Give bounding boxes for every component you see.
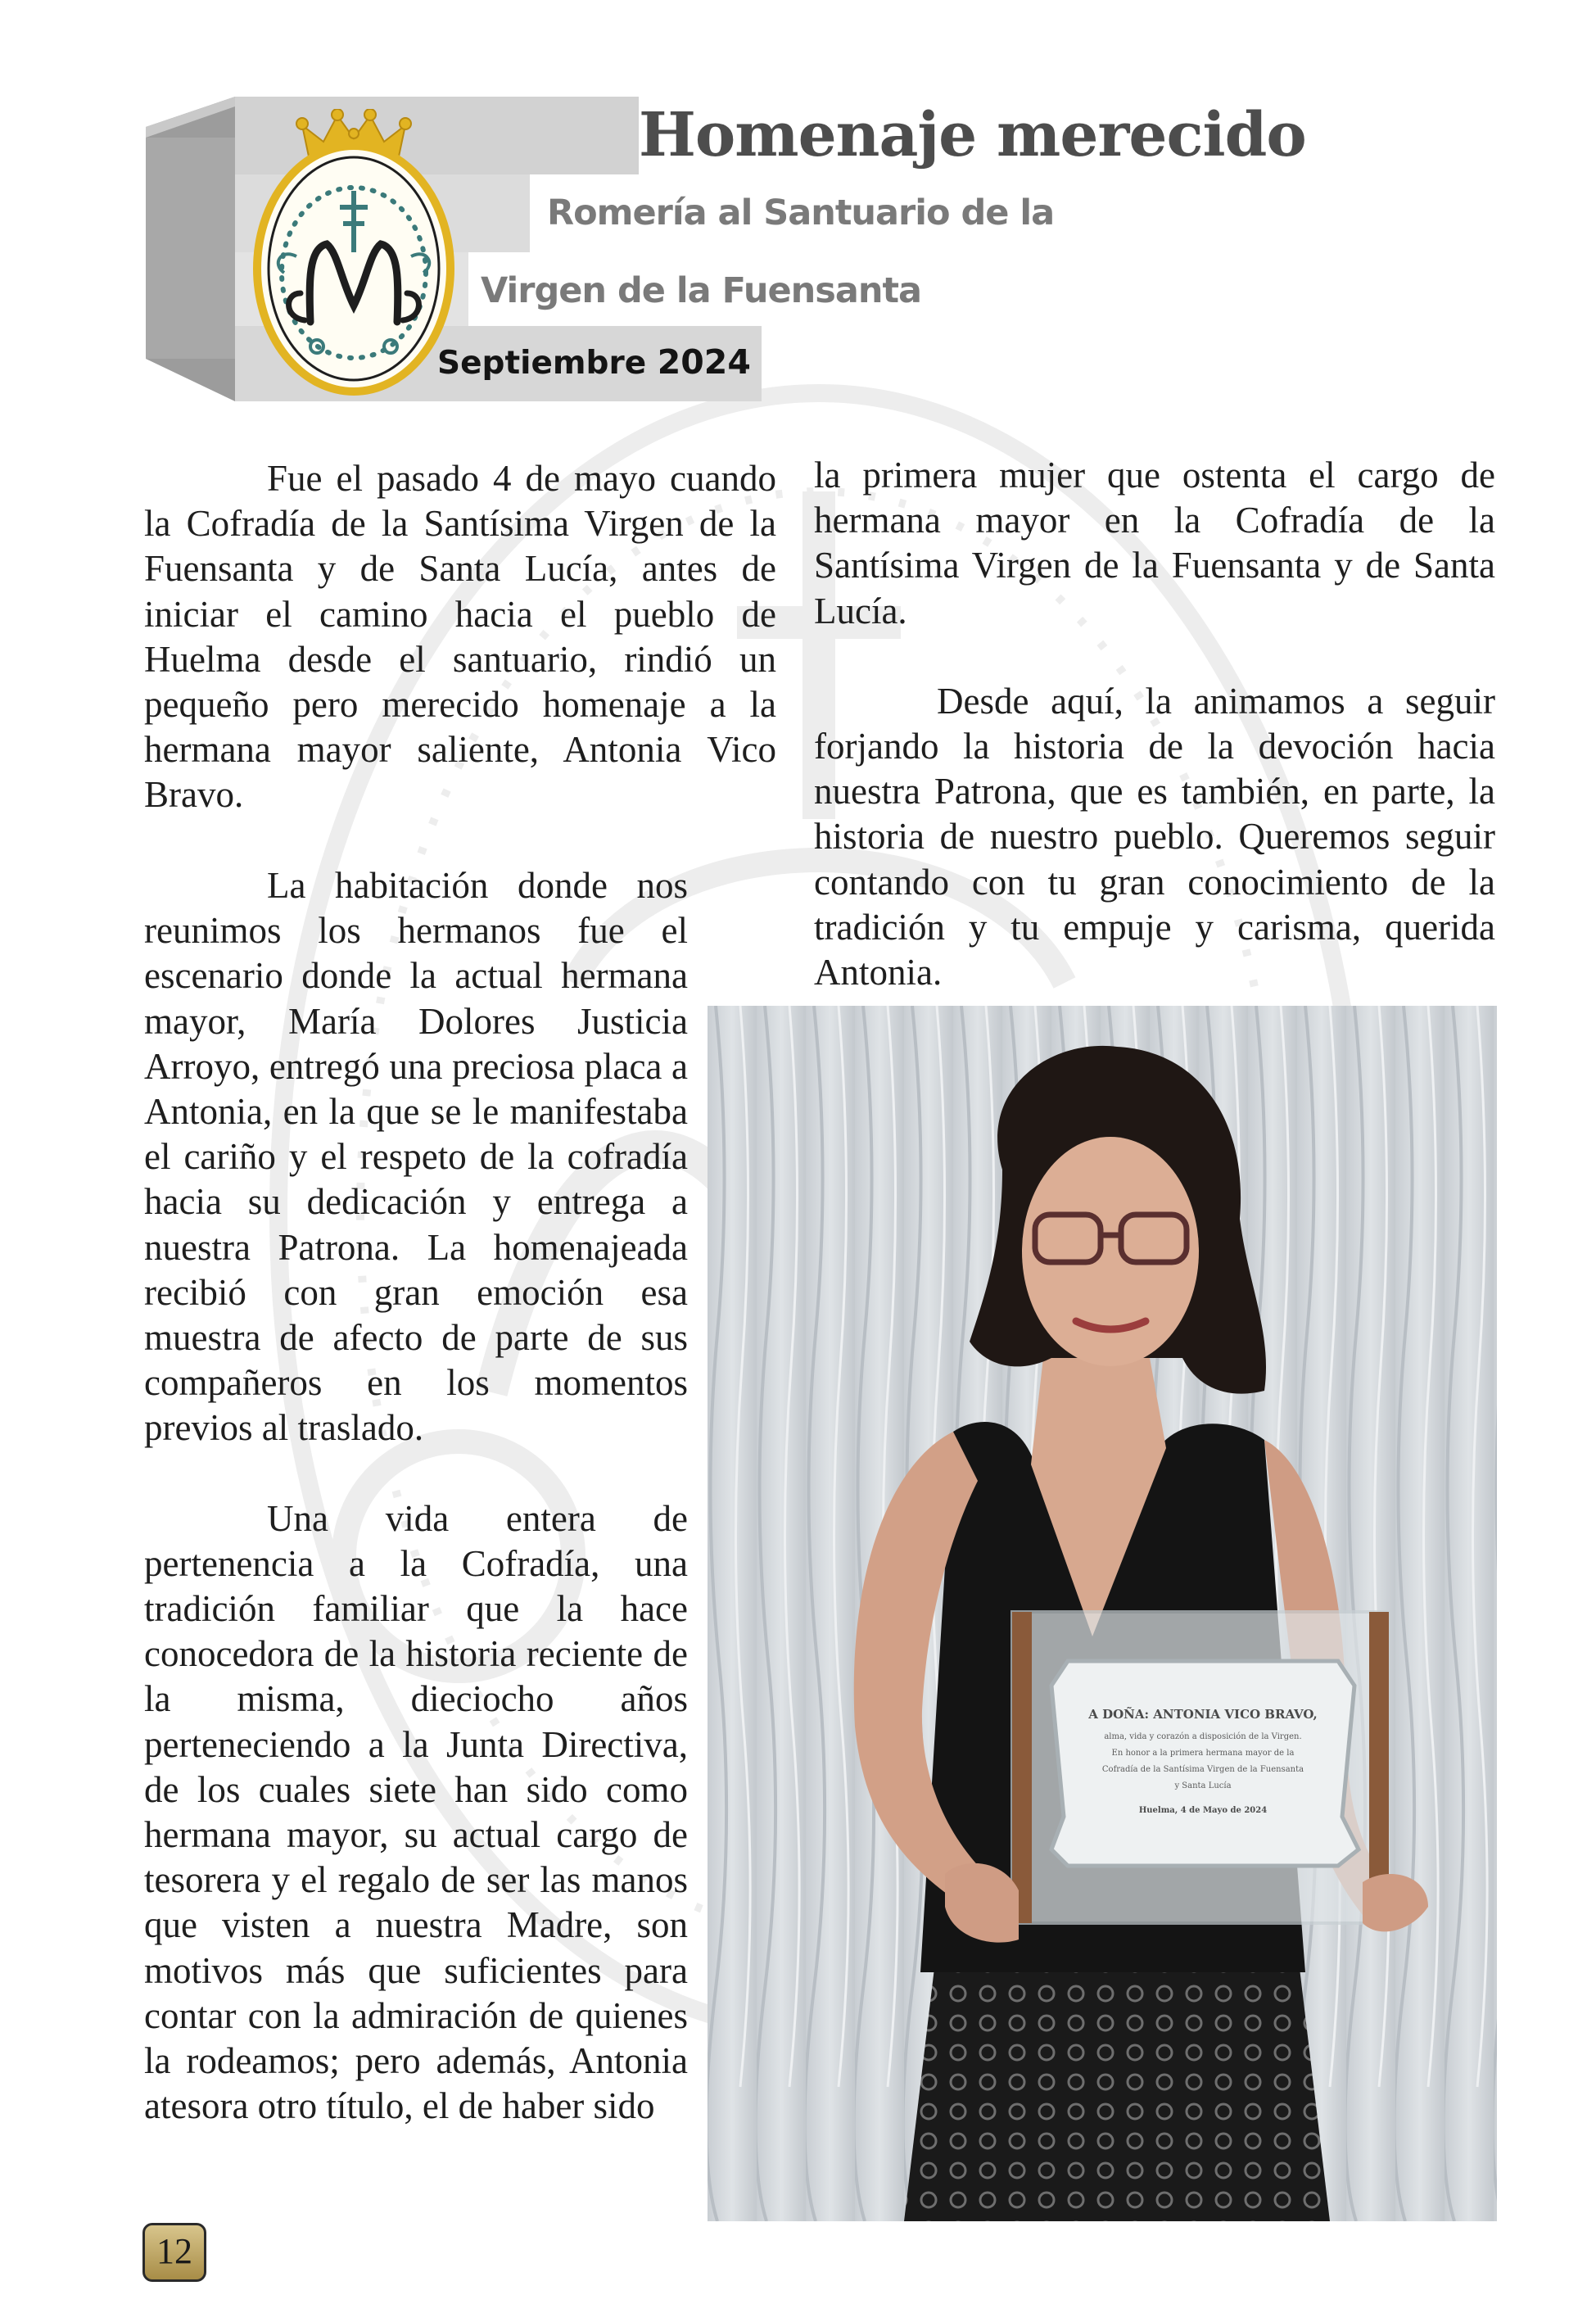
issue-year: 2024 (657, 342, 751, 382)
plaque-line-4: y Santa Lucía (1174, 1781, 1232, 1790)
issue-month: Septiembre (437, 345, 647, 382)
article-paragraph-3: Una vida entera de pertenencia a la Cofradía, una tradición familiar que la hace conocedora de la historia reciente de la misma, dieciocho años perteneciendo a la Junta Directiva, de los cuales siete han sido como hermana mayor, su actual cargo de tesorera y el regalo de ser las manos que visten a nuestra Madre, son motivos más que suficientes para contar con la admiración de quienes la rodeamos; pero además, Antonia atesora otro título, el de haber sido (144, 1497, 688, 2127)
subtitle-line-1: Romería al Santuario de la (547, 192, 1055, 233)
article-column-left-top (144, 456, 776, 818)
article-column-right (814, 453, 1495, 995)
brotherhood-emblem (251, 109, 456, 396)
article-paragraph-1: Fue el pasado 4 de mayo cuando la Cofradía de la Santísima Virgen de la Fuensanta y de Santa Lucía, antes de iniciar el camino hacia el pueblo de Huelma desde el santuario, rindió un pequeño pero merecido homenaje a la hermana mayor saliente, Antonia Vico Bravo. (144, 458, 776, 816)
subtitle-line-2: Virgen de la Fuensanta (481, 270, 922, 311)
plaque-line-2: En honor a la primera hermana mayor de la (1111, 1749, 1295, 1758)
plaque (1012, 1612, 1389, 1923)
article-paragraph-4: Desde aquí, la animamos a seguir forjando la historia de la devoción hacia nuestra Patrona, que es también, en parte, la historia de nuestro pueblo. Queremos seguir contando con tu gran conocimiento de la tradición y tu empuje y carisma, querida Antonia. (814, 680, 1495, 994)
issue-date (437, 342, 751, 382)
page-title: Homenaje merecido (639, 100, 1306, 170)
page-number-badge: 12 (142, 2223, 206, 2282)
article-paragraph-3-continued: la primera mujer que ostenta el cargo de hermana mayor en la Cofradía de la Santísima Virgen de la Fuensanta y de Santa Lucía. (814, 455, 1495, 631)
article-column-left-bottom (144, 863, 688, 2129)
plaque-date: Huelma, 4 de Mayo de 2024 (1138, 1806, 1268, 1815)
plaque-line-3: Cofradía de la Santísima Virgen de la Fuensanta (1101, 1765, 1304, 1774)
plaque-line-1: alma, vida y corazón a disposición de la Virgen. (1104, 1732, 1302, 1741)
plaque-heading: A DOÑA: ANTONIA VICO BRAVO, (1088, 1707, 1318, 1722)
article-paragraph-2: La habitación donde nos reunimos los hermanos fue el escenario donde la actual hermana mayor, María Dolores Justicia Arroyo, entregó una preciosa placa a Antonia, en la que se le manifestaba el cariño y el respeto de la cofradía hacia su dedicación y entrega a nuestra Patrona. La homenajeada recibió con gran emoción esa muestra de afecto de parte de sus compañeros en los momentos previos al traslado. (144, 865, 688, 1449)
honoree-photo (708, 1006, 1497, 2221)
photo-illustration (708, 1006, 1497, 2221)
